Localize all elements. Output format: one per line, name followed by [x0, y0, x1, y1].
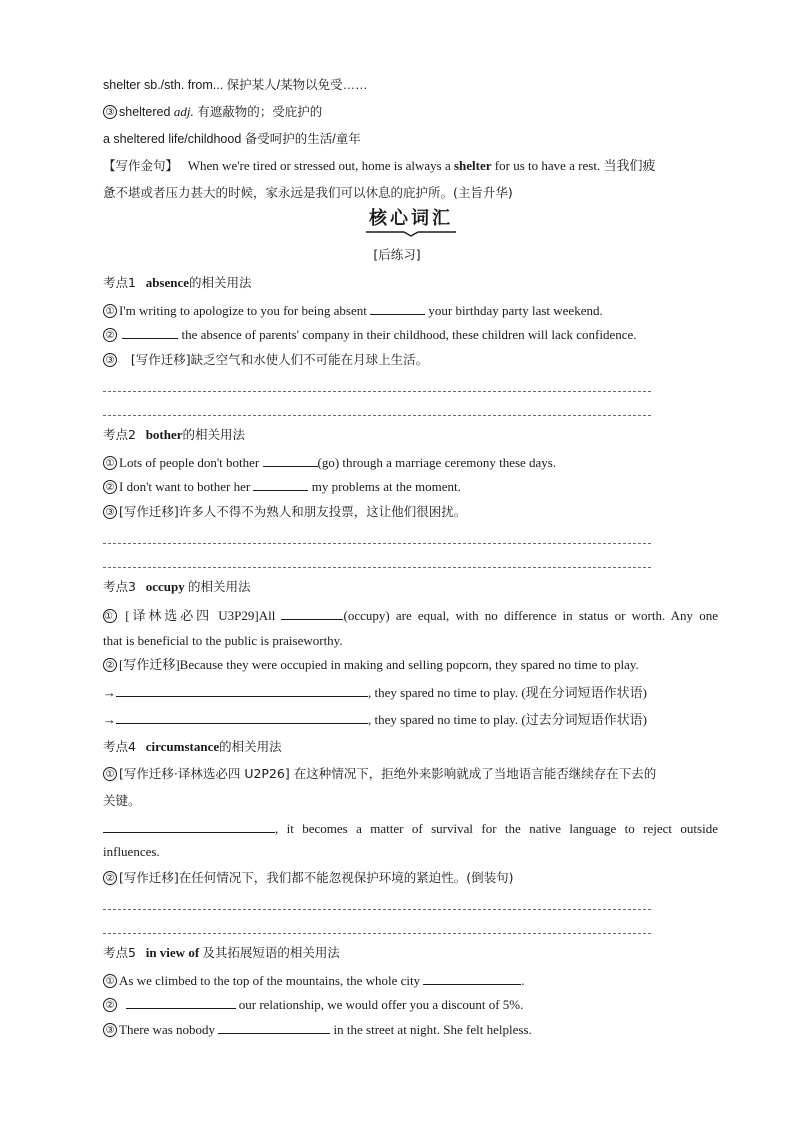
answer-line[interactable] [103, 567, 651, 568]
answer-blank[interactable] [370, 301, 425, 315]
section-banner [366, 207, 456, 237]
item-number: ③ [103, 505, 117, 519]
item-text: [译林选必四 U3P29]All [125, 608, 282, 623]
phrase-line: a sheltered life/childhood 备受呵护的生活/童年 [103, 132, 361, 146]
arrow-icon: → [103, 685, 116, 700]
item-text: I'm writing to apologize to you for being absent [119, 303, 371, 318]
point-suffix: 的相关用法 [219, 739, 282, 754]
item-text: my problems at the moment. [308, 479, 461, 494]
point-word: in view of [145, 945, 200, 960]
exercise-item [103, 869, 514, 887]
item-text: (occupy) are equal, with no difference in status or worth. Any one [343, 608, 719, 623]
exercise-item-cont: 关键。 [103, 793, 141, 808]
arrow-icon: → [103, 712, 116, 727]
point-word: absence [145, 275, 190, 290]
item-text: As we climbed to the top of the mountains, the whole city [119, 973, 424, 988]
answer-blank[interactable] [218, 1020, 330, 1034]
item-number: ② [103, 328, 117, 342]
point-label: 考点3 [103, 579, 136, 594]
item-number: ① [103, 304, 117, 318]
part-of-speech: adj. [173, 104, 194, 119]
point-word: bother [145, 427, 183, 442]
answer-blank[interactable] [263, 453, 318, 467]
answer-line[interactable] [103, 391, 651, 392]
rewrite-item [103, 710, 647, 729]
phrase-line: shelter sb./sth. from... 保护某人/某物以免受…… [103, 78, 368, 92]
item-number: ② [103, 871, 117, 885]
sentence-keyword: shelter [454, 158, 492, 173]
section-title: 核心词汇 [369, 208, 453, 229]
sentence-text: for us to have a rest. 当我们疲 [491, 158, 656, 173]
item-text: [写作迁移]在任何情况下，我们都不能忽视保护环境的紧迫性。(倒装句) [119, 870, 514, 885]
item-text: , they spared no time to play. (现在分词短语作状语) [368, 685, 647, 700]
item-number: ① [103, 456, 117, 470]
point-word: occupy [145, 579, 185, 594]
rewrite-item [103, 683, 647, 702]
item-text: [写作迁移]Because they were occupied in making and selling popcorn, they spared no time to play. [119, 657, 639, 672]
item-text: your birthday party last weekend. [425, 303, 603, 318]
golden-sentence [103, 157, 718, 175]
section-subtitle: [后练习] [373, 247, 421, 262]
answer-line[interactable] [103, 933, 651, 934]
sentence-label: 【写作金句】 [103, 158, 179, 173]
point-suffix: 及其拓展短语的相关用法 [202, 945, 340, 960]
point-heading [103, 944, 340, 962]
point-suffix: 的相关用法 [182, 427, 246, 442]
point-heading [103, 274, 252, 292]
derivative-line [103, 103, 322, 121]
answer-blank[interactable] [116, 710, 368, 724]
exercise-item [103, 477, 461, 496]
point-suffix: 的相关用法 [189, 275, 252, 290]
answer-blank[interactable] [122, 325, 178, 339]
item-text: [写作迁移·译林选必四 U2P26] 在这种情况下，拒绝外来影响就成了当地语言能否继续存在下去的 [119, 766, 657, 781]
item-text: Lots of people don't bother [119, 455, 263, 470]
item-number: ① [103, 609, 117, 623]
point-heading [103, 578, 250, 596]
exercise-item [103, 765, 656, 783]
item-number: ① [103, 974, 117, 988]
point-heading [103, 426, 245, 444]
point-label: 考点5 [103, 945, 136, 960]
answer-line[interactable] [103, 909, 651, 910]
word: sheltered [119, 105, 174, 119]
exercise-item [103, 656, 639, 674]
point-heading [103, 738, 282, 756]
point-suffix: 的相关用法 [187, 579, 251, 594]
banner-underline [366, 231, 456, 237]
golden-sentence-cont: 惫不堪或者压力甚大的时候，家永远是我们可以休息的庇护所。(主旨升华) [103, 185, 513, 200]
item-text: There was nobody [119, 1022, 219, 1037]
exercise-item [103, 971, 525, 990]
item-number: ③ [103, 105, 117, 119]
exercise-item [103, 1020, 532, 1039]
item-text: the absence of parents' company in their childhood, these children will lack confidence. [178, 327, 637, 342]
item-number: ③ [103, 1023, 117, 1037]
answer-blank[interactable] [126, 995, 236, 1009]
exercise-item [103, 995, 523, 1014]
item-text: . [521, 973, 525, 988]
answer-line[interactable] [103, 543, 651, 544]
item-text: our relationship, we would offer you a discount of 5%. [235, 997, 524, 1012]
exercise-item-cont: influences. [103, 844, 160, 859]
exercise-item [103, 819, 718, 838]
answer-blank[interactable] [281, 606, 343, 620]
item-text: (go) through a marriage ceremony these days. [317, 455, 557, 470]
exercise-item [103, 453, 556, 472]
answer-blank[interactable] [423, 971, 521, 985]
item-number: ① [103, 767, 117, 781]
exercise-item [103, 325, 637, 344]
point-label: 考点4 [103, 739, 136, 754]
answer-blank[interactable] [116, 683, 368, 697]
item-text: I don't want to bother her [119, 479, 254, 494]
sentence-text: When we're tired or stressed out, home is always a [187, 158, 454, 173]
point-label: 考点2 [103, 427, 136, 442]
item-number: ③ [103, 353, 117, 367]
item-text: in the street at night. She felt helpless. [330, 1022, 532, 1037]
item-number: ② [103, 480, 117, 494]
item-text: , it becomes a matter of survival for the native language to reject outside [275, 821, 718, 836]
answer-line[interactable] [103, 415, 651, 416]
item-number: ② [103, 998, 117, 1012]
exercise-item [103, 503, 466, 521]
point-label: 考点1 [103, 275, 136, 290]
definition: 有遮蔽物的；受庇护的 [193, 105, 323, 119]
answer-blank[interactable] [103, 819, 275, 833]
exercise-item [103, 301, 603, 320]
item-number: ② [103, 658, 117, 672]
item-text: , they spared no time to play. (过去分词短语作状语) [368, 712, 647, 727]
point-word: circumstance [145, 739, 220, 754]
exercise-item-cont: that is beneficial to the public is praiseworthy. [103, 633, 343, 648]
exercise-item [103, 351, 428, 369]
exercise-item [103, 606, 718, 625]
answer-blank[interactable] [253, 477, 308, 491]
item-text: [写作迁移]许多人不得不为熟人和朋友投票，这让他们很困扰。 [119, 504, 467, 519]
item-text: [写作迁移]缺乏空气和水使人们不可能在月球上生活。 [130, 352, 429, 367]
